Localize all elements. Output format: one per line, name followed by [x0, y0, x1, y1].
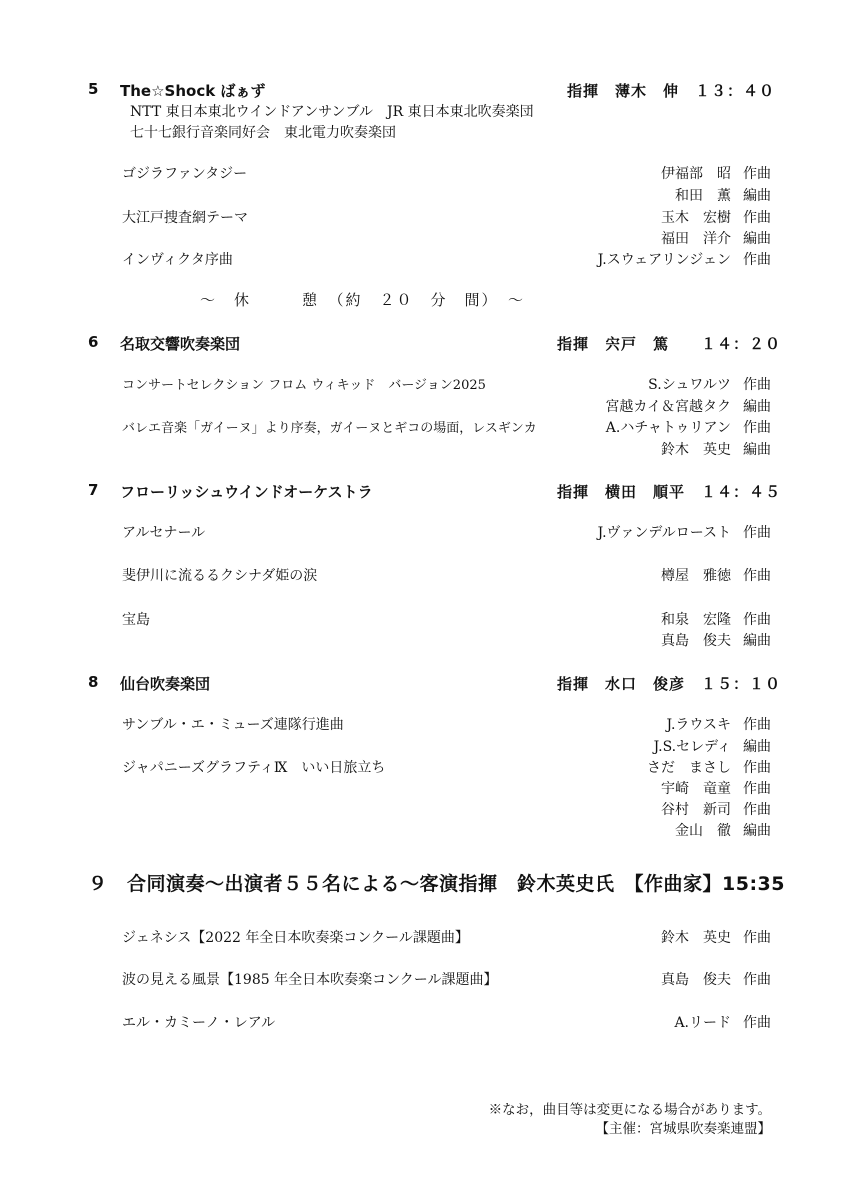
credit-line: 金山 徹 編曲	[675, 823, 771, 839]
credit-line: 和泉 宏隆 作曲	[661, 612, 771, 628]
piece-title: 斐伊川に流るるクシナダ姫の涙	[122, 568, 318, 584]
piece-title: アルセナール	[122, 525, 206, 541]
section-number: 6	[88, 333, 99, 351]
conductor-time: 指揮 薄木 伸 １３：４０	[566, 82, 775, 100]
band-name: The☆Shock ばぁず	[120, 82, 266, 100]
credit-line: J.S.セレディ 編曲	[653, 739, 771, 755]
credit-line: 真島 俊夫 編曲	[661, 633, 771, 649]
piece-title: ジェネシス【2022 年全日本吹奏楽コンクール課題曲】	[122, 930, 469, 946]
piece-title: 大江戸捜査網テーマ	[122, 210, 248, 226]
credit-line: 玉木 宏樹 作曲	[661, 210, 771, 226]
credit-line: 谷村 新司 作曲	[661, 802, 771, 818]
section-number: 5	[88, 80, 99, 98]
piece-title: バレエ音楽「ガイーヌ」より序奏，ガイーヌとギコの場面，レスギンカ	[122, 421, 537, 436]
credit-line: J.ヴァンデルロースト 作曲	[597, 525, 771, 541]
piece-title: インヴィクタ序曲	[122, 252, 233, 268]
credit-line: A.ハチャトゥリアン 作曲	[605, 420, 771, 436]
band-name: 名取交響吹奏楽団	[120, 335, 241, 353]
piece-title: エル・カミーノ・レアル	[122, 1015, 276, 1031]
conductor-time: 指揮 横田 順平 １４：４５	[556, 483, 781, 501]
credit-line: 樽屋 雅徳 作曲	[661, 568, 771, 584]
piece-title: コンサートセレクション フロム ウィキッド バージョン2025	[122, 378, 486, 393]
credit-line: さだ まさし 作曲	[647, 760, 771, 776]
change-notice: ※なお，曲目等は変更になる場合があります。	[488, 1102, 771, 1118]
credit-line: 宇崎 竜童 作曲	[661, 781, 771, 797]
conductor-time: 指揮 宍戸 篤 １４：２０	[556, 335, 781, 353]
band-name: 仙台吹奏楽団	[120, 675, 211, 693]
credit-line: S.シュワルツ 作曲	[648, 377, 771, 393]
section-number: 8	[88, 673, 99, 691]
section-number: 7	[88, 481, 99, 499]
intermission-notice: ～ 休 憩 （約 ２０ 分 間） ～	[200, 291, 526, 309]
credit-line: 真島 俊夫 作曲	[661, 972, 771, 988]
piece-title: 宝島	[122, 612, 150, 628]
credit-line: 鈴木 英史 作曲	[661, 930, 771, 946]
credit-line: 福田 洋介 編曲	[661, 231, 771, 247]
organizer-line: 【主催：宮城県吹奏楽連盟】	[595, 1121, 771, 1137]
credit-line: 和田 薫 編曲	[675, 188, 771, 204]
credit-line: 鈴木 英史 編曲	[661, 442, 771, 458]
credit-line: 宮越カイ＆宮越タク 編曲	[605, 399, 771, 415]
piece-title: ジャパニーズグラフティⅨ いい日旅立ち	[122, 760, 386, 776]
band-name: フローリッシュウインドオーケストラ	[120, 483, 373, 501]
joint-performance-heading: ９ 合同演奏～出演者５５名による～客演指揮 鈴木英史氏 【作曲家】15:35	[88, 873, 785, 895]
piece-title: サンブル・エ・ミューズ連隊行進曲	[122, 717, 344, 733]
credit-line: J.スウェアリンジェン 作曲	[597, 252, 771, 268]
conductor-time: 指揮 水口 俊彦 １５：１０	[556, 675, 781, 693]
member-line: 七十七銀行音楽同好会 東北電力吹奏楽団	[130, 125, 396, 141]
credit-line: 伊福部 昭 作曲	[661, 166, 771, 182]
credit-line: A.リード 作曲	[674, 1015, 771, 1031]
member-line: NTT 東日本東北ウインドアンサンブル JR 東日本東北吹奏楽団	[130, 104, 534, 120]
piece-title: ゴジラファンタジー	[122, 166, 248, 182]
piece-title: 波の見える風景【1985 年全日本吹奏楽コンクール課題曲】	[122, 972, 498, 988]
credit-line: J.ラウスキ 作曲	[666, 717, 771, 733]
